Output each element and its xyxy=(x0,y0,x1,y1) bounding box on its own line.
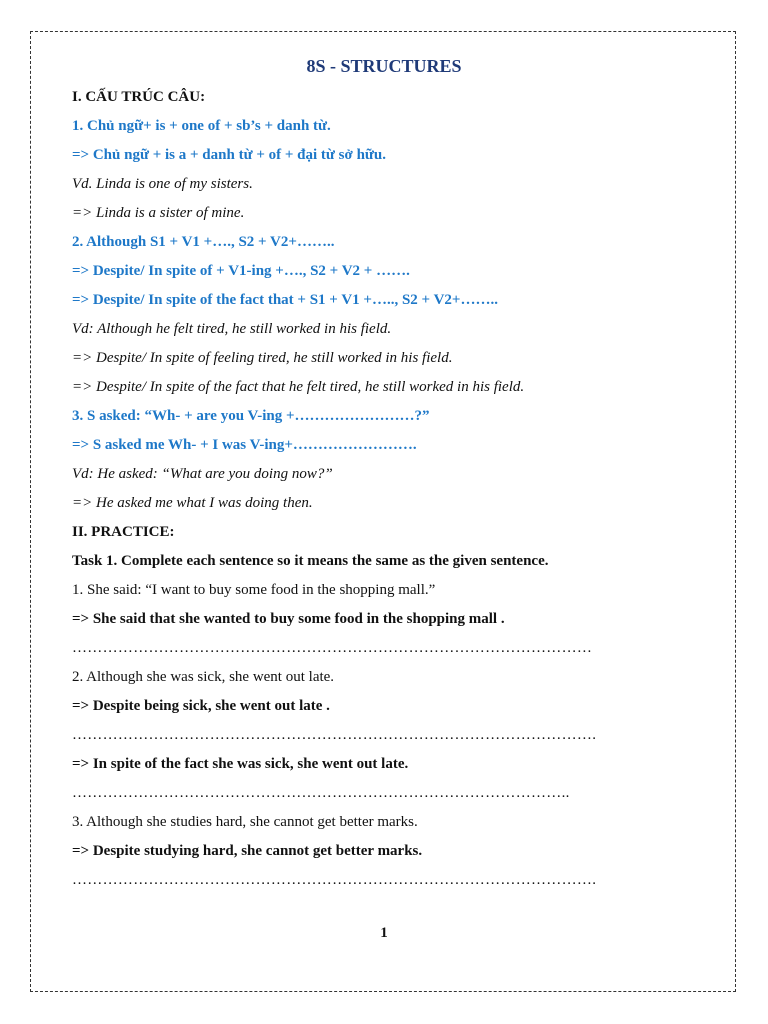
structure-1-formula-a: 1. Chủ ngữ+ is + one of + sb’s + danh từ. xyxy=(72,118,331,134)
structure-2-example-1: Vd: Although he felt tired, he still worked in his field. xyxy=(72,321,392,337)
answer-line-1: ………………………………………………………………………………………… xyxy=(72,640,593,656)
structure-1-example-1: Vd. Linda is one of my sisters. xyxy=(72,176,253,192)
answer-line-2: …………………………………………………………………………………………. xyxy=(72,727,597,743)
structure-3-example-1: Vd: He asked: “What are you doing now?” xyxy=(72,466,333,482)
page-number: 1 xyxy=(380,925,388,941)
question-3: 3. Although she studies hard, she cannot get better marks. xyxy=(72,814,418,830)
answer-2b: => In spite of the fact she was sick, she went out late. xyxy=(72,756,409,772)
structure-3-example-2: => He asked me what I was doing then. xyxy=(72,495,313,511)
structure-2-formula-c: => Despite/ In spite of the fact that + S1 + V1 +….., S2 + V2+…….. xyxy=(72,292,498,308)
answer-3: => Despite studying hard, she cannot get better marks. xyxy=(72,843,423,859)
answer-line-3: …………………………………………………………………………………….. xyxy=(72,785,570,801)
structure-2-formula-b: => Despite/ In spite of + V1-ing +…., S2 + V2 + ……. xyxy=(72,263,410,279)
structure-1-example-2: => Linda is a sister of mine. xyxy=(72,205,245,221)
structure-1-formula-b: => Chủ ngữ + is a + danh từ + of + đại từ sở hữu. xyxy=(72,147,387,163)
structure-2-example-3: => Despite/ In spite of the fact that he felt tired, he still worked in his field. xyxy=(72,379,525,395)
answer-1: => She said that she wanted to buy some food in the shopping mall . xyxy=(72,611,505,627)
section-heading-practice: II. PRACTICE: xyxy=(72,524,175,540)
question-1: 1. She said: “I want to buy some food in the shopping mall.” xyxy=(72,582,436,598)
page-title: 8S - STRUCTURES xyxy=(306,56,462,76)
answer-2a: => Despite being sick, she went out late . xyxy=(72,698,330,714)
section-heading-structures: I. CẤU TRÚC CÂU: xyxy=(72,89,206,105)
structure-3-formula-a: 3. S asked: “Wh- + are you V-ing +……………………?” xyxy=(72,408,430,424)
question-2: 2. Although she was sick, she went out late. xyxy=(72,669,335,685)
structure-3-formula-b: => S asked me Wh- + I was V-ing+……………………. xyxy=(72,437,417,453)
task-1-instruction: Task 1. Complete each sentence so it means the same as the given sentence. xyxy=(72,553,549,569)
structure-2-formula-a: 2. Although S1 + V1 +…., S2 + V2+…….. xyxy=(72,234,335,250)
answer-line-4: …………………………………………………………………………………………. xyxy=(72,872,597,888)
structure-2-example-2: => Despite/ In spite of feeling tired, he still worked in his field. xyxy=(72,350,453,366)
